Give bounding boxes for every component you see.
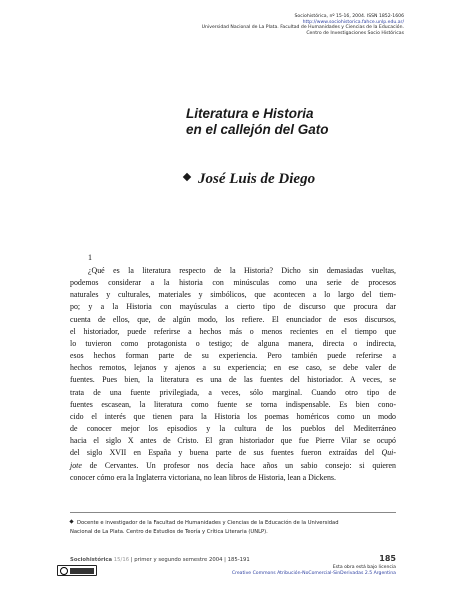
article-body xyxy=(70,265,396,484)
article-title xyxy=(186,106,416,138)
body-line: ¿Qué es la literatura respecto de la Historia? Dicho sin demasiadas vueltas, xyxy=(88,266,396,275)
body-line: cuenta de ellos, que, de algún modo, los refiere. El enunciador de esos discursos, xyxy=(70,314,396,324)
diamond-bullet-icon xyxy=(183,173,191,181)
footer-brand: Sociohistórica xyxy=(70,557,113,563)
body-italic-word: Qui- xyxy=(381,448,396,458)
body-line: cido el interés que tienen para la Historia los poemas homéricos como un modo xyxy=(70,411,396,421)
cc-circle-icon xyxy=(60,567,68,575)
article-title-line-2: en el callejón del Gato xyxy=(186,122,329,137)
footer-issue-number: 15/16 xyxy=(113,557,130,563)
article-author xyxy=(184,170,424,188)
journal-institution: Universidad Nacional de La Plata. Facultad de Humanidades y Ciencias de la Educación. xyxy=(201,25,404,31)
body-line: hacia el siglo X antes de Cristo. El gran historiador que fue Pierre Vilar se ocupó xyxy=(70,436,396,446)
journal-center: Centro de Investigaciones Socio Históricas xyxy=(306,30,404,36)
body-line: hechos remotos, lejanos y ajenos a su experiencia; en ese caso, se debe valer de xyxy=(70,363,396,373)
journal-url-link[interactable]: http://www.sociohistorica.fahce.unlp.edu.ar/ xyxy=(302,19,404,25)
body-line: de conocer mejor los episodios y la cultura de los pueblos del Mediterráneo xyxy=(70,424,396,434)
body-line: lo tuvieron como protagonista o testigo; de alguna manera, directa o indirecta, xyxy=(70,338,396,348)
body-line xyxy=(70,460,396,472)
body-line: podemos considerar a la historia con minúsculas como una serie de procesos xyxy=(70,278,396,288)
cc-bar-icon xyxy=(70,568,94,574)
author-name: José Luis de Diego xyxy=(198,171,316,187)
footnote-line: Nacional de La Plata. Centro de Estudios de Teoría y Crítica Literaria (UNLP). xyxy=(70,528,268,535)
body-line-text: del siglo XVII en España y buena parte de sus fuentes fueron extraídas del xyxy=(70,448,382,458)
license-note xyxy=(232,565,396,577)
article-title-line-1: Literatura e Historia xyxy=(186,106,314,121)
page-number: 185 xyxy=(379,554,396,563)
body-line: naturales y culturales, materiales y simbólicos, que acontecen a lo largo del tiem- xyxy=(70,290,396,300)
footer-citation xyxy=(70,557,250,563)
body-line: fuentes. Pues bien, la literatura es una de las fuentes del historiador. A veces, se xyxy=(70,375,396,385)
body-line-text: de Cervantes. Un profesor nos decía hace años un sabio consejo: si quieren xyxy=(89,460,396,470)
footer-issue-info: | primer y segundo semestre 2004 | 185-191 xyxy=(130,557,250,563)
footnote-text: Docente e investigador de la Facultad de Humanidades y Ciencias de la Educación de la Universidad xyxy=(77,520,339,526)
license-link[interactable]: Creative Commons Atribución-NoComercial-SinDerivadas 2.5 Argentina xyxy=(231,571,396,576)
body-line: trata de una fuente privilegiada, a veces, sólo marginal. Cuando otro tipo de xyxy=(70,387,396,397)
body-line: conocer cómo era la Inglaterra victoriana, no lean libros de Historia, lean a Dickens. xyxy=(70,472,336,482)
body-line: po; y a la Historia con mayúsculas a cierto tipo de discurso que procura dar xyxy=(70,302,396,312)
body-line: fuentes escasean, la literatura como fuente se torna indispensable. Es bien cono- xyxy=(70,399,396,409)
body-line: esos hechos forman parte de su experiencia. Pero también puede referirse a xyxy=(70,351,396,361)
license-line: Esta obra está bajo licencia xyxy=(332,565,396,570)
footnote-line xyxy=(70,519,396,528)
journal-citation: Sociohistórica, nº 15-16, 2004. ISSN 1852-1606 xyxy=(294,14,404,19)
section-number: 1 xyxy=(88,253,92,262)
creative-commons-badge-icon[interactable] xyxy=(57,565,97,576)
footnote xyxy=(70,519,396,536)
body-italic-word: jote xyxy=(70,460,82,470)
footnote-divider xyxy=(70,512,396,513)
body-line: el historiador, puede referirse a hechos más o menos recientes en el tiempo que xyxy=(70,326,396,336)
body-line xyxy=(70,447,396,459)
journal-header xyxy=(74,14,404,36)
diamond-bullet-icon xyxy=(69,519,73,523)
